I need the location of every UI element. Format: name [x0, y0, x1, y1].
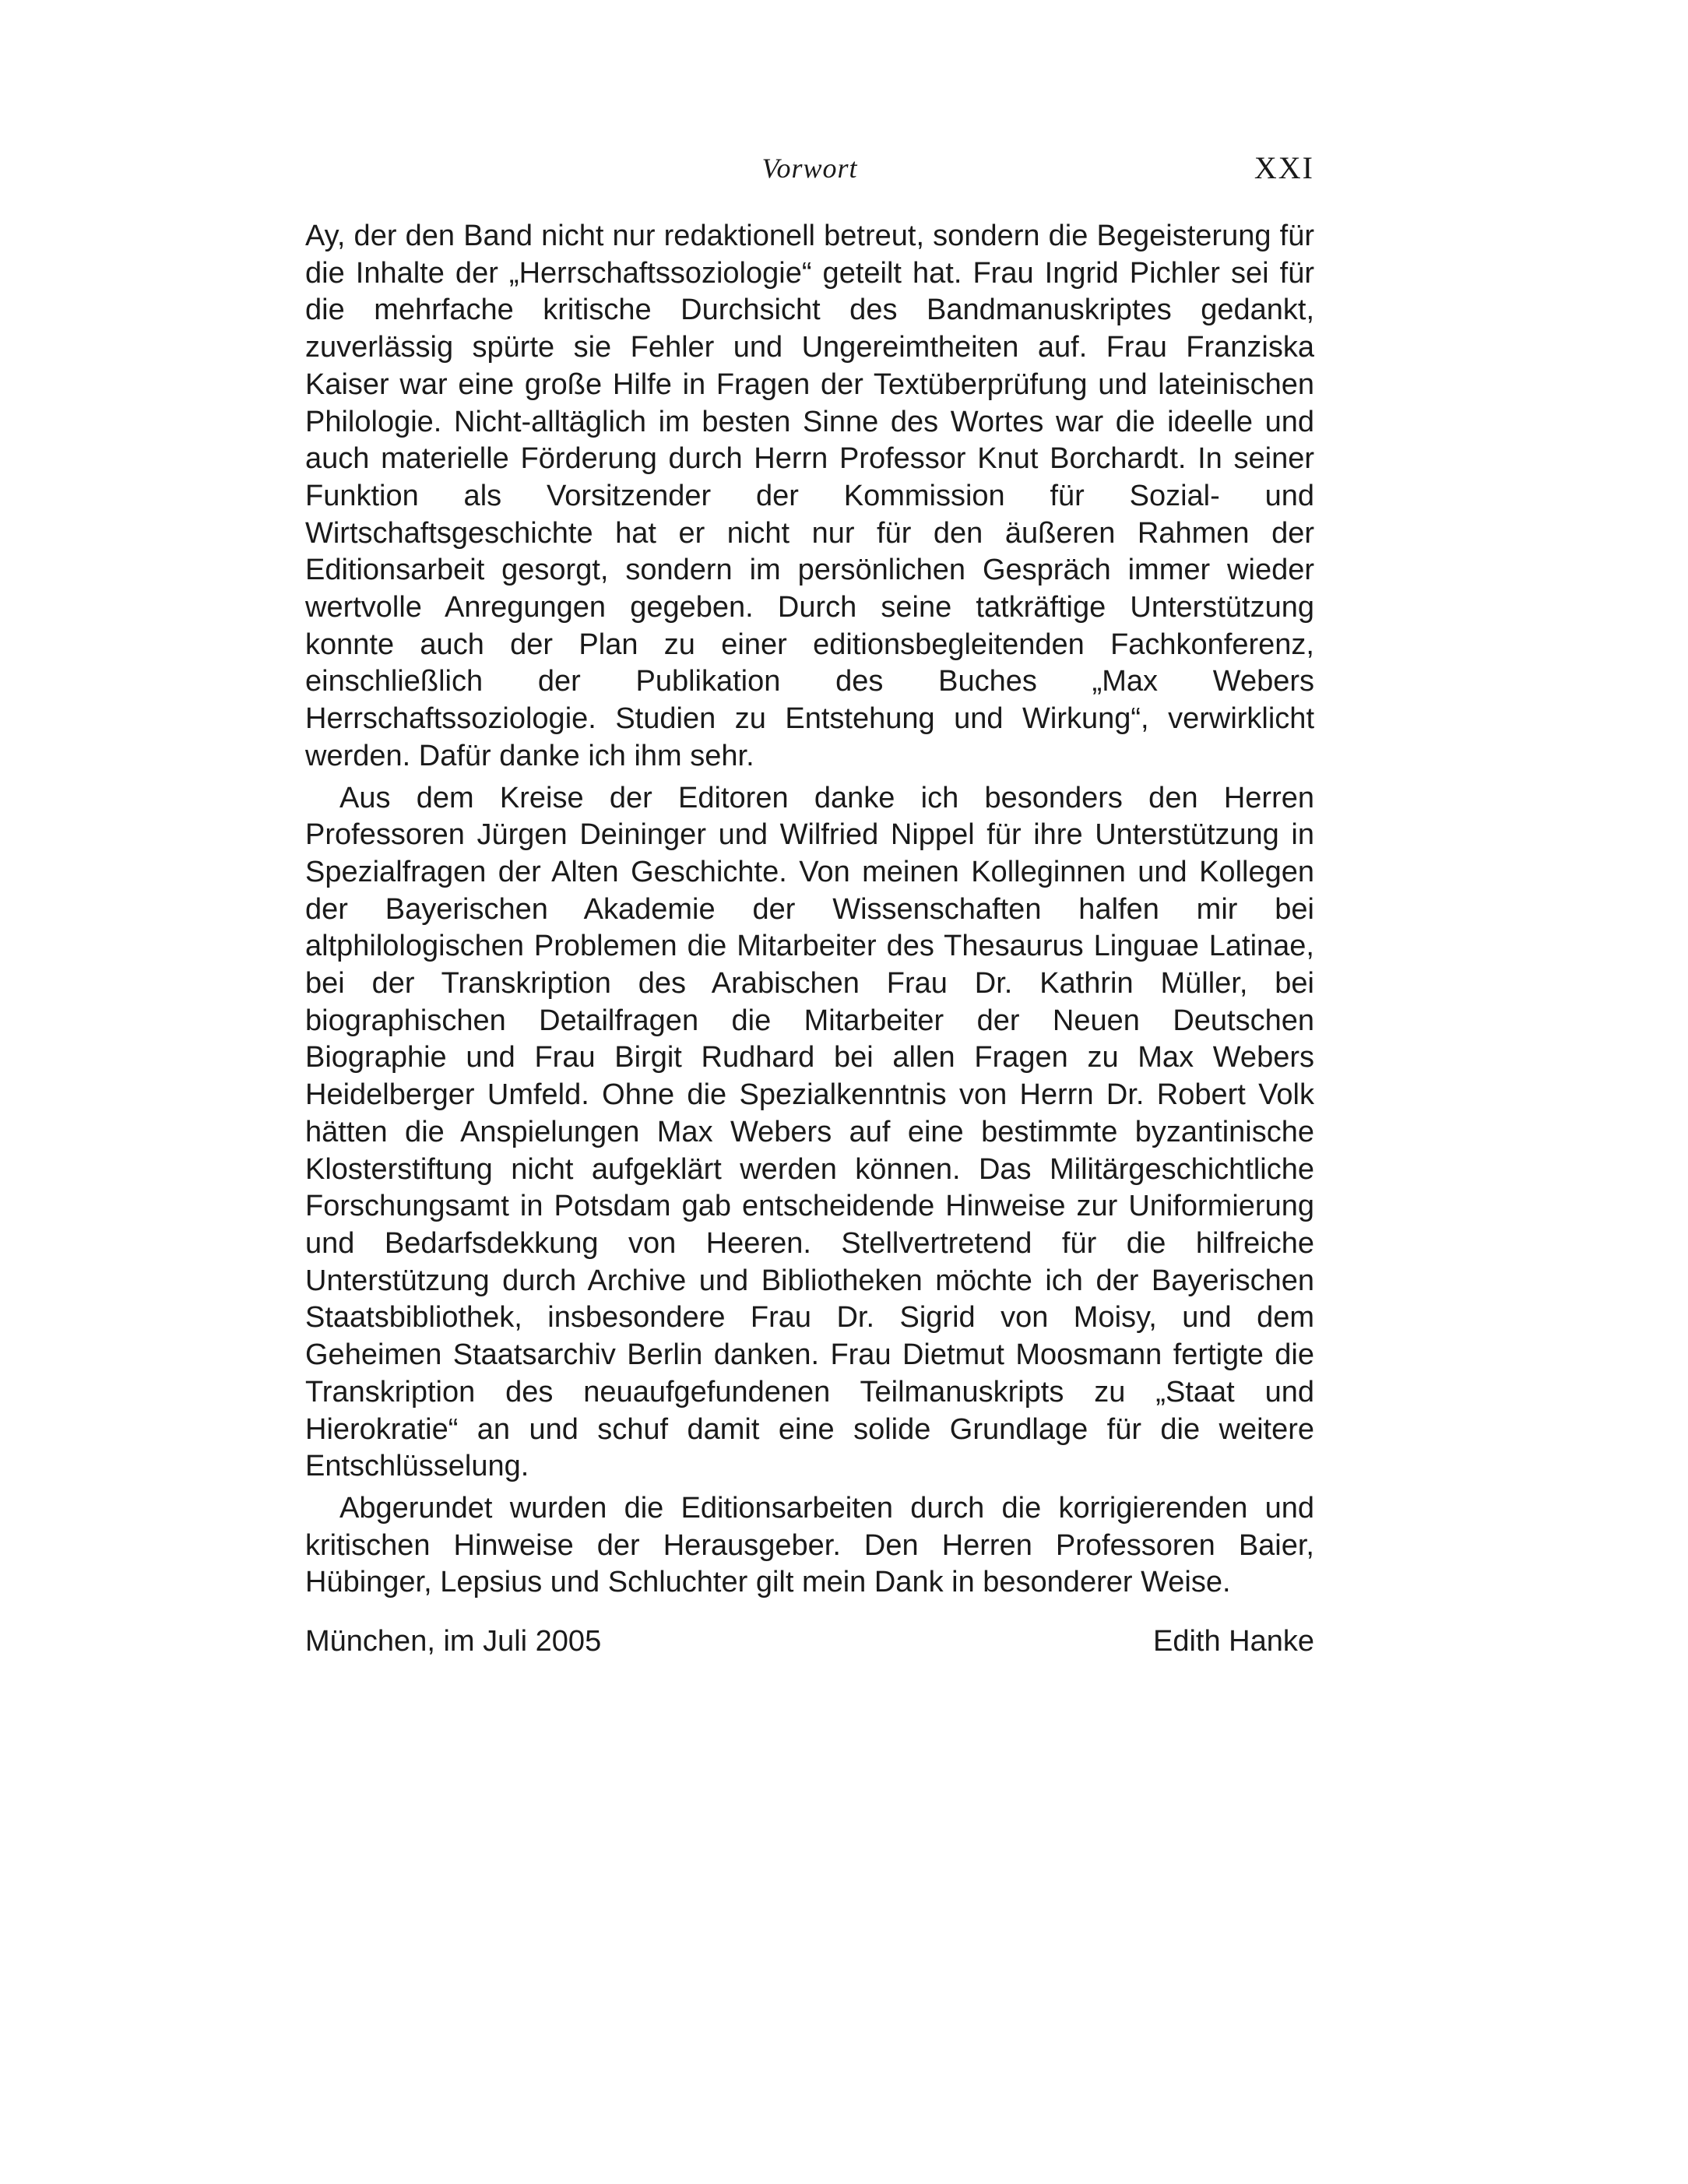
paragraph-3: Abgerundet wurden die Editionsarbeiten durch die korrigierenden und kritischen Hinweise der Herausgeber. Den Herren Professoren Baier, Hübinger, Lepsius und Schluchter gilt mein Dank in besonderer Weise.: [305, 1491, 1314, 1599]
running-title: Vorwort: [761, 153, 858, 184]
page-number: XXI: [1254, 150, 1314, 185]
body-text: [305, 218, 1314, 1602]
running-header: [305, 146, 1314, 190]
paragraph-1: Ay, der den Band nicht nur redaktionell betreut, sondern die Begeisterung für die Inhalte der „Herrschaftssoziologie“ geteilt hat. Frau Ingrid Pichler sei für die mehrfache kritische Durchsicht des Bandmanuskriptes gedankt, zuverlässig spürte sie Fehler und Ungereimtheiten auf. Frau Franziska Kaiser war eine große Hilfe in Fragen der Textüberprüfung und lateinischen Philologie. Nicht-alltäglich im besten Sinne des Wortes war die ideelle und auch materielle Förderung durch Herrn Professor Knut Borchardt. In seiner Funktion als Vorsitzender der Kommission für Sozial- und Wirtschaftsgeschichte hat er nicht nur für den äußeren Rahmen der Editionsarbeit gesorgt, sondern im persönlichen Gespräch immer wieder wertvolle Anregungen gegeben. Durch seine tatkräftige Unterstützung konnte auch der Plan zu einer editionsbegleitenden Fachkonferenz, einschließlich der Publikation des Buches „Max Webers Herrschaftssoziologie. Studien zu Entstehung und Wirkung“, verwirklicht werden. Dafür danke ich ihm sehr.: [305, 220, 1314, 772]
paragraph-2: Aus dem Kreise der Editoren danke ich besonders den Herren Professoren Jürgen Deininger und Wilfried Nippel für ihre Unterstützung in Spezialfragen der Alten Geschichte. Von meinen Kolleginnen und Kollegen der Bayerischen Akademie der Wissenschaften halfen mir bei altphilologischen Problemen die Mitarbeiter des Thesaurus Linguae Latinae, bei der Transkription des Arabischen Frau Dr. Kathrin Müller, bei biographischen Detailfragen die Mitarbeiter der Neuen Deutschen Biographie und Frau Birgit Rudhard bei allen Fragen zu Max Webers Heidelberger Umfeld. Ohne die Spezialkenntnis von Herrn Dr. Robert Volk hätten die Anspielungen Max Webers auf eine bestimmte byzantinische Klosterstiftung nicht aufgeklärt werden können. Das Militärgeschichtliche Forschungsamt in Potsdam gab entscheidende Hinweise zur Uniformierung und Bedarfsdekkung von Heeren. Stellvertretend für die hilfreiche Unterstützung durch Archive und Bibliotheken möchte ich der Bayerischen Staatsbibliothek, insbesondere Frau Dr. Sigrid von Moisy, und dem Geheimen Staatsarchiv Berlin danken. Frau Dietmut Moosmann fertigte die Transkription des neuaufgefundenen Teilmanuskripts zu „Staat und Hierokratie“ an und schuf damit eine solide Grundlage für die weitere Entschlüsselung.: [305, 781, 1314, 1483]
closing-signature: [305, 1620, 1314, 1663]
place-and-date: München, im Juli 2005: [305, 1625, 602, 1658]
author-name: Edith Hanke: [1152, 1625, 1314, 1658]
